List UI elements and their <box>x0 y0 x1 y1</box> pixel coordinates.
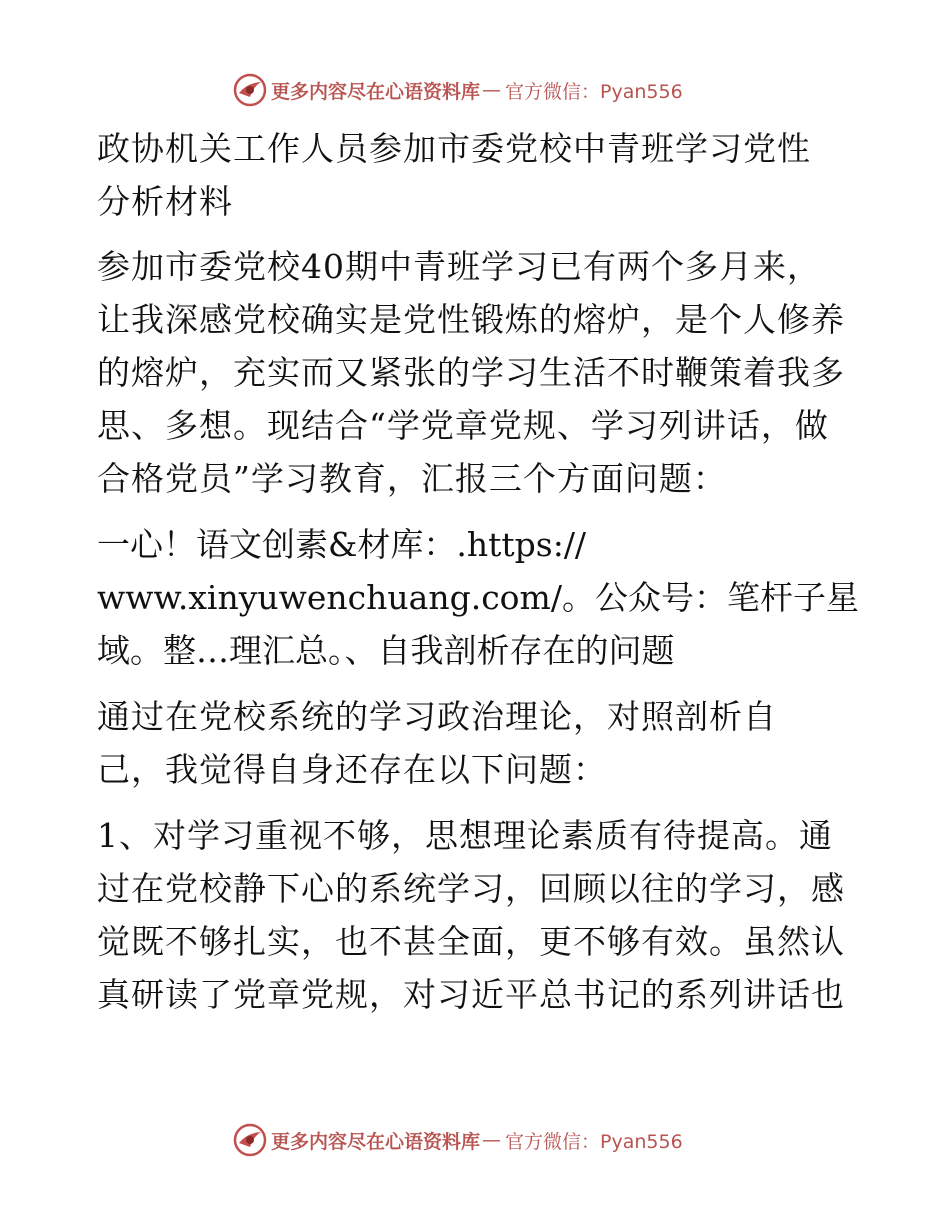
text-line: 真研读了党章党规，对习近平总书记的系列讲话也 <box>97 975 845 1014</box>
text-line: 让我深感党校确实是党性锻炼的熔炉，是个人修养 <box>97 300 845 339</box>
text-line: 域。整…理汇总。、自我剖析存在的问题 <box>97 631 675 670</box>
text-line: 通过在党校系统的学习政治理论，对照剖析自 <box>97 697 777 736</box>
text-line: 觉既不够扎实，也不甚全面，更不够有效。虽然认 <box>97 922 845 961</box>
title-line: 分析材料 <box>97 182 233 221</box>
text-line: 己，我觉得自身还存在以下问题： <box>97 750 607 789</box>
text-line: 参加市委党校40期中青班学习已有两个多月来， <box>97 247 821 286</box>
text-line: www.xinyuwenchuang.com/。公众号：笔杆子星 <box>97 578 859 617</box>
banner-wechat-account: 官方微信：Pyan556 <box>505 80 683 103</box>
footer-watermark-banner <box>233 1122 683 1158</box>
paragraph-section-heading <box>97 518 857 677</box>
text-line: 的熔炉，充实而又紧张的学习生活不时鞭策着我多 <box>97 353 845 392</box>
header-watermark-banner <box>233 72 683 108</box>
text-line: 1、对学习重视不够，思想理论素质有待提高。通 <box>97 816 833 855</box>
text-line: 一心！语文创素&材库：.https:// <box>97 525 587 564</box>
text-line: 过在党校静下心的系统学习，回顾以往的学习，感 <box>97 869 845 908</box>
banner-dash: — <box>482 79 502 101</box>
text-line: 合格党员”学习教育，汇报三个方面问题： <box>97 459 727 498</box>
paragraph-self-analysis <box>97 690 857 796</box>
brand-logo-icon <box>233 73 267 107</box>
document-title <box>97 122 857 228</box>
banner-dash: — <box>482 1129 502 1151</box>
document-body <box>97 122 857 1034</box>
paragraph-intro <box>97 240 857 505</box>
title-line: 政协机关工作人员参加市委党校中青班学习党性 <box>97 129 811 168</box>
banner-text: 更多内容尽在心语资料库 <box>271 80 481 103</box>
banner-text: 更多内容尽在心语资料库 <box>271 1130 481 1153</box>
brand-logo-icon <box>233 1123 267 1157</box>
banner-wechat-account: 官方微信：Pyan556 <box>505 1130 683 1153</box>
text-line: 思、多想。现结合“学党章党规、学习列讲话，做 <box>97 406 829 445</box>
paragraph-item-1 <box>97 809 857 1021</box>
